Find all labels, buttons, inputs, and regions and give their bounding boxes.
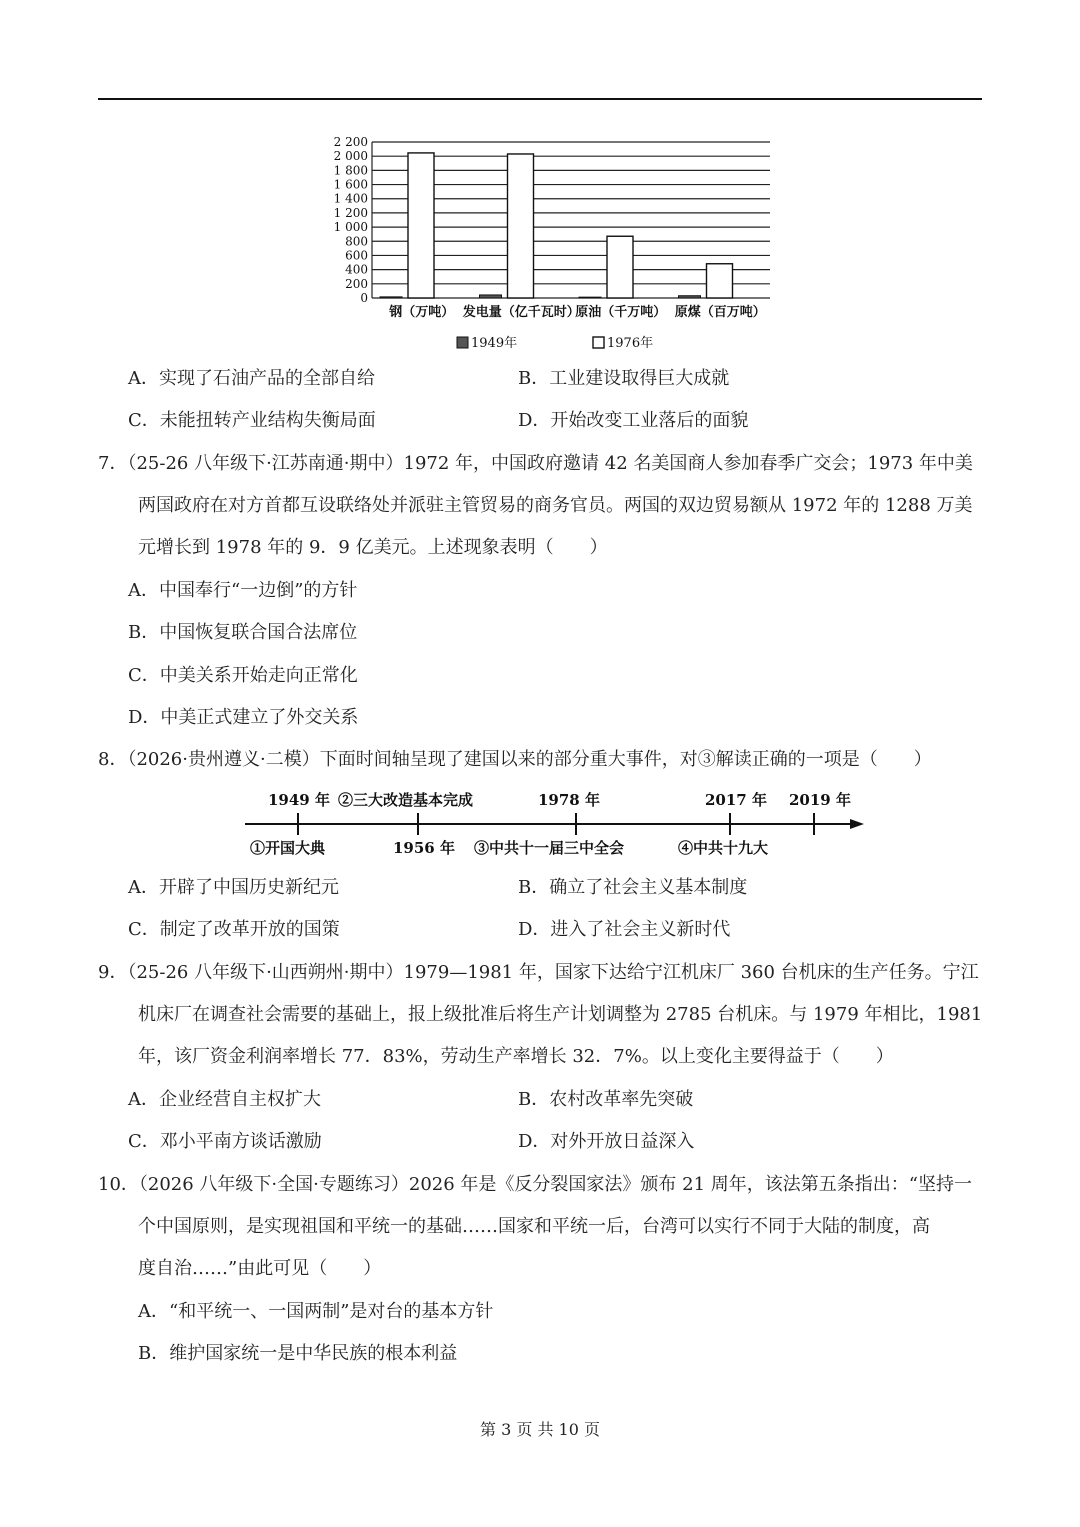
q6-option-a: A．实现了石油产品的全部自给 [128,368,375,389]
y-tick-label: 200 [345,276,368,291]
y-tick-label: 1 000 [333,220,368,235]
chart-x-labels [388,304,766,320]
bar-1949 [480,295,502,298]
timeline-label-1956: 1956 年 [393,839,455,857]
y-tick-label: 2 000 [333,149,368,164]
bar-1976 [408,153,434,298]
legend-label-1976: 1976年 [607,336,654,351]
industry-bar-chart [330,128,780,360]
bar-1976 [508,154,534,298]
q9-stem-line1: 9．（25-26 八年级下·山西朔州·期中）1979—1981 年，国家下达给宁江机床厂 360 台机床的生产任务。宁江 [98,962,979,983]
y-tick-label: 800 [345,234,368,249]
page-footer: 第 3 页 共 10 页 [480,1420,600,1439]
chart-y-ticks [334,135,368,305]
timeline-label-2017: 2017 年 [705,791,767,809]
y-tick-label: 1 600 [333,177,368,192]
header-rule [98,98,982,100]
timeline-label-1949: 1949 年 [268,791,330,809]
y-tick-label: 0 [360,291,368,305]
q8-option-a: A．开辟了中国历史新纪元 [128,877,339,898]
q10-option-b: B．维护国家统一是中华民族的根本利益 [138,1343,458,1364]
chart-bars [380,153,733,298]
timeline-label-event1: ①开国大典 [250,839,326,857]
legend-label-1949: 1949年 [471,336,518,351]
q7-stem-line3: 元增长到 1978 年的 9．9 亿美元。上述现象表明（ ） [138,537,608,558]
x-category-label: 原煤（百万吨） [674,305,766,320]
history-timeline [240,786,870,866]
q10-stem-line1: 10．（2026 八年级下·全国·专题练习）2026 年是《反分裂国家法》颁布 21 周年，该法第五条指出：“坚持一 [98,1174,972,1195]
q6-option-c: C．未能扭转产业结构失衡局面 [128,410,376,431]
y-tick-label: 1 400 [333,191,368,206]
legend-swatch-1976 [593,337,604,348]
q9-stem-line3: 年，该厂资金利润率增长 77．83%，劳动生产率增长 32．7%。以上变化主要得益于（ ） [138,1046,894,1067]
y-tick-label: 400 [345,262,368,277]
q8-option-c: C．制定了改革开放的国策 [128,919,340,940]
q7-option-a: A．中国奉行“一边倒”的方针 [128,580,358,601]
q7-option-c: C．中美关系开始走向正常化 [128,665,358,686]
bar-1949 [579,297,601,298]
q6-option-b: B．工业建设取得巨大成就 [518,368,730,389]
bar-1949 [380,297,402,298]
q9-option-a: A．企业经营自主权扩大 [128,1089,321,1110]
q9-stem-line2: 机床厂在调查社会需要的基础上，报上级批准后将生产计划调整为 2785 台机床。与 1979 年相比，1981 [138,1004,983,1025]
y-tick-label: 1 800 [333,163,368,178]
bar-1976 [707,264,733,298]
q7-option-d: D．中美正式建立了外交关系 [128,707,359,728]
x-category-label: 发电量（亿千瓦时） [462,305,580,320]
q8-option-b: B．确立了社会主义基本制度 [518,877,748,898]
q8-option-d: D．进入了社会主义新时代 [518,919,731,940]
q9-option-d: D．对外开放日益深入 [518,1131,695,1152]
x-category-label: 钢（万吨） [389,305,455,320]
q10-stem-line3: 度自治……”由此可见（ ） [138,1258,382,1279]
q7-stem-line2: 两国政府在对方首都互设联络处并派驻主管贸易的商务官员。两国的双边贸易额从 1972 年的 1288 万美 [138,495,973,516]
bar-1976 [607,236,633,298]
q10-option-a: A．“和平统一、一国两制”是对台的基本方针 [138,1301,494,1322]
y-tick-label: 1 200 [333,205,368,220]
q7-stem-line1: 7．（25-26 八年级下·江苏南通·期中）1972 年，中国政府邀请 42 名美国商人参加春季广交会；1973 年中美 [98,453,973,474]
timeline-label-event4: ④中共十九大 [678,839,769,857]
timeline-label-event3: ③中共十一届三中全会 [474,839,625,857]
timeline-label-2019: 2019 年 [789,791,851,809]
q9-option-c: C．邓小平南方谈话激励 [128,1131,322,1152]
q10-stem-line2: 个中国原则，是实现祖国和平统一的基础……国家和平统一后，台湾可以实行不同于大陆的制度，高 [138,1216,930,1237]
q7-option-b: B．中国恢复联合国合法席位 [128,622,358,643]
legend-swatch-1949 [457,337,468,348]
y-tick-label: 2 200 [333,135,368,149]
y-tick-label: 600 [345,248,368,263]
chart-legend [457,335,653,351]
q9-option-b: B．农村改革率先突破 [518,1089,694,1110]
q8-stem-line1: 8．（2026·贵州遵义·二模）下面时间轴呈现了建国以来的部分重大事件，对③解读正确的一项是（ ） [98,749,932,770]
x-category-label: 原油（千万吨） [575,305,667,320]
bar-1949 [679,296,701,298]
timeline-label-event2: ②三大改造基本完成 [338,791,474,809]
q6-option-d: D．开始改变工业落后的面貌 [518,410,749,431]
timeline-label-1978: 1978 年 [538,791,600,809]
